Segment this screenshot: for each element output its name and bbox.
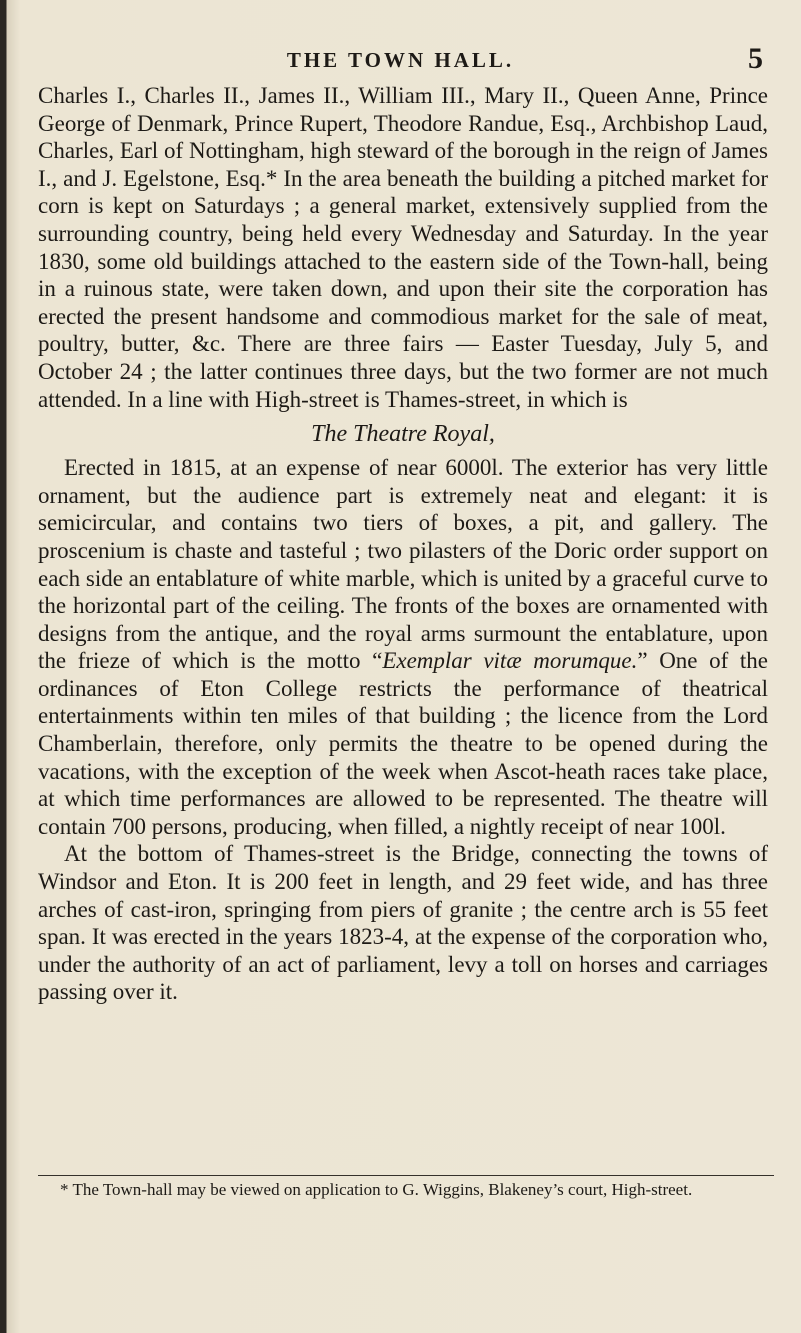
paragraph-town-hall: Charles I., Charles II., James II., William III., Mary II., Queen Anne, Prince George of Denmark, Prince Rupert, Theodore Randue, Esq., Archbishop Laud, Charles, Earl of Nottingham, high steward of the borough in the reign of James I., and J. Egelstone, Esq.* In the area beneath the building a pitched market for corn is kept on Saturdays ; a general market, extensively supplied from the surrounding country, being held every Wednesday and Saturday. In the year 1830, some old buildings attached to the eastern side of the Town-hall, being in a ruinous state, were taken down, and upon their site the corporation has erected the present handsome and commodious market for the sale of meat, poultry, butter, &c. There are three fairs — Easter Tuesday, July 5, and October 24 ; the latter continues three days, but the two former are not much attended. In a line with High-street is Thames-street, in which is: [38, 83, 768, 412]
paragraph-bridge: At the bottom of Thames-street is the Bridge, connecting the towns of Windsor and Eton. It is 200 feet in length, and 29 feet wide, and has three arches of cast-iron, springing from piers of granite ; the centre arch is 55 feet span. It was erected in the years 1823-4, at the expense of the corporation who, under the authority of an act of parliament, levy a toll on horses and carriages passing over it.: [38, 841, 768, 1005]
page-header: [0, 22, 801, 75]
motto-text: Exemplar vitæ morumque.: [382, 648, 638, 674]
footnote: [38, 1180, 774, 1200]
footnote-divider: [38, 1175, 774, 1176]
section-heading-theatre-royal: The Theatre Royal,: [311, 421, 495, 448]
page-number: 5: [748, 42, 763, 75]
body-text: [38, 82, 768, 1006]
paragraph-theatre-continued: ” One of the ordinances of Eton College restricts the performance of theatrical entertainments within ten miles of that building ; the licence from the Lord Chamberlain, therefore, only permits the theatre to be opened during the vacations, with the exception of the week when Ascot-heath races take place, at which time performances are allowed to be represented. The theatre will contain 700 persons, producing, when filled, a nightly receipt of near 100l.: [38, 648, 768, 839]
paragraph-theatre: [38, 454, 768, 840]
running-head: THE TOWN HALL.: [286, 48, 515, 72]
paragraph-theatre-text: Erected in 1815, at an expense of near 6000l. The exterior has very little ornament, but the audience part is extremely neat and elegant: it is semicircular, and contains two tiers of boxes, a pit, and gallery. The proscenium is chaste and tasteful ; two pilasters of the Doric order support on each side an entablature of white marble, which is united by a graceful curve to the horizontal part of the ceiling. The fronts of the boxes are ornamented with designs from the antique, and the royal arms surmount the entablature, upon the frieze of which is the motto “: [38, 455, 768, 674]
footnote-text: * The Town-hall may be viewed on application to G. Wiggins, Blakeney’s court, High-street.: [60, 1180, 693, 1199]
